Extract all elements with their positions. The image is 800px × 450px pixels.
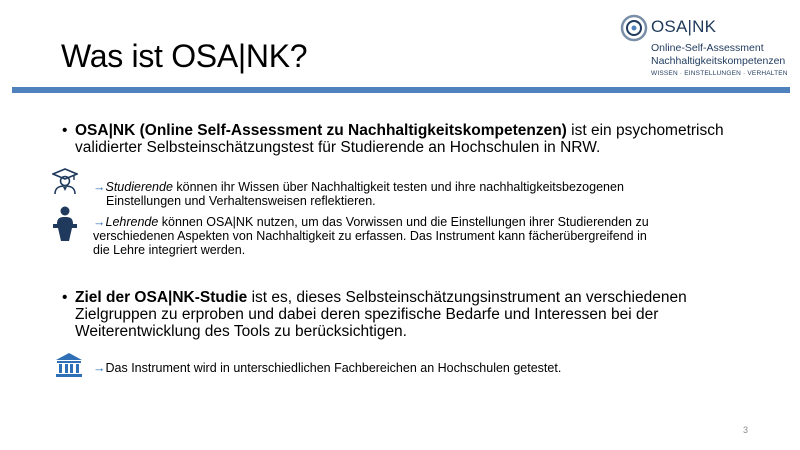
arrow-icon: →: [93, 180, 106, 194]
subpoint-studierende: [93, 180, 624, 208]
bullet-dot: •: [62, 122, 68, 139]
bullet-line: Zielgruppen zu erproben und dabei deren spezifische Bedarfe und Interessen bei der: [75, 306, 659, 323]
subpoint-rest: können OSA|NK nutzen, um das Vorwissen und die Einstellungen ihrer Studierenden zu: [158, 215, 649, 229]
bullet-bold: Ziel der OSA|NK-Studie: [75, 289, 248, 306]
bullet-line: Weiterentwicklung des Tools zu berücksichtigen.: [75, 323, 407, 340]
bullet-text: [75, 289, 755, 340]
subpoint-rest: können ihr Wissen über Nachhaltigkeit testen und ihre nachhaltigkeitsbezogenen: [172, 180, 624, 194]
graduate-icon: [52, 167, 78, 195]
logo-subtitle-1: Online-Self-Assessment: [651, 42, 764, 54]
logo-circle-icon: [620, 14, 648, 42]
subpoint-fachbereiche: [93, 361, 561, 375]
bullet-text: [75, 122, 755, 156]
bullet-rest: ist ein psychometrisch: [566, 122, 724, 139]
logo-subtitle-2: Nachhaltigkeitskompetenzen: [651, 55, 786, 67]
university-building-icon: [55, 352, 83, 378]
lecturer-icon: [52, 206, 78, 242]
logo-tagline: WISSEN · EINSTELLUNGEN · VERHALTEN: [651, 70, 788, 77]
subpoint-lehrende: [93, 215, 649, 257]
header-rule: [12, 87, 790, 93]
logo-name: OSA|NK: [651, 17, 717, 36]
arrow-icon: →: [93, 215, 106, 229]
bullet-dot: •: [62, 289, 68, 306]
slide-title: Was ist OSA|NK?: [61, 38, 308, 74]
bullet-rest: ist es, dieses Selbsteinschätzungsinstrument an verschiedenen: [247, 289, 687, 306]
subpoint-line: die Lehre integriert werden.: [93, 243, 246, 257]
bullet-line: validierter Selbsteinschätzungstest für Studierende an Hochschulen in NRW.: [75, 139, 601, 156]
page-number: 3: [742, 425, 748, 435]
bullet-bold: OSA|NK (Online Self-Assessment zu Nachhaltigkeitskompetenzen): [75, 122, 567, 139]
subpoint-rest: Das Instrument wird in unterschiedlichen Fachbereichen an Hochschulen getestet.: [105, 361, 562, 375]
subpoint-italic: Lehrende: [105, 215, 159, 229]
subpoint-line: verschiedenen Aspekten von Nachhaltigkeit zu erfassen. Das Instrument kann fächerübergreifend in: [93, 229, 647, 243]
subpoint-line: Einstellungen und Verhaltensweisen reflektieren.: [106, 194, 376, 208]
osank-logo: [618, 12, 790, 84]
subpoint-italic: Studierende: [105, 180, 173, 194]
arrow-icon: →: [93, 361, 106, 375]
